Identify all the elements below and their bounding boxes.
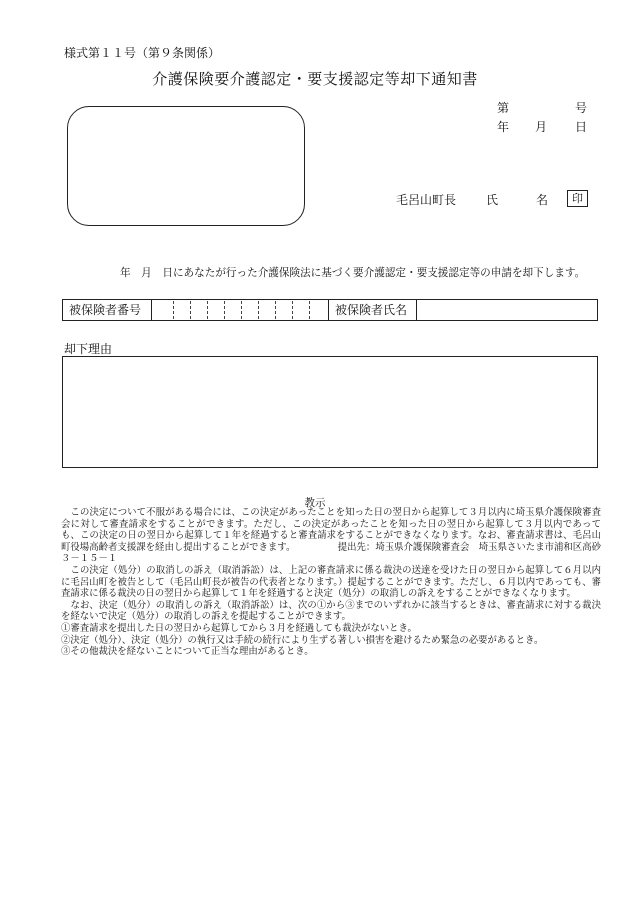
page-title: 介護保険要介護認定・要支援認定等却下通知書 [152, 70, 478, 88]
digit-divider [241, 301, 242, 319]
notice-heading: 教示 [304, 497, 326, 509]
notice-body [61, 507, 601, 658]
seal-mark: 印 [567, 190, 588, 207]
issuer-shi: 氏 [486, 193, 499, 207]
digit-divider [207, 301, 208, 319]
digit-divider [292, 301, 293, 319]
address-window-box [67, 106, 305, 226]
doc-number-dai: 第 [497, 101, 510, 115]
notice-paragraph: ①審査請求を提出した日の翌日から起算してから３月を経過しても裁決がないとき。 [61, 622, 417, 634]
reason-label: 却下理由 [64, 342, 113, 356]
digit-divider [190, 301, 191, 319]
reason-box [62, 356, 598, 468]
divider [416, 300, 417, 320]
decision-statement: 年 月 日にあなたが行った介護保険法に基づく要介護認定・要支援認定等の申請を却下します。 [120, 267, 586, 279]
form-number: 様式第１１号（第９条関係） [64, 46, 221, 60]
date-day: 日 [575, 120, 588, 134]
insured-number-label: 被保険者番号 [69, 303, 142, 317]
notice-paragraph: この決定について不服がある場合には、この決定があったことを知った日の翌日から起算して３月以内に埼玉県介護保険審査会に対して審査請求をすることができます。ただし、この決定があったことを知った日の翌日から起算して３月以内であっても、この決定の日の翌日から起算して１年を経過すると審査請求をすることができなくなります。なお、審査請求書は、毛呂山町役場高齢者支援課を経由し提出することができます。 提出先：埼玉県介護保険審査会 埼玉県さいたま市浦和区高砂３－１５－１ [61, 507, 601, 565]
divider [151, 300, 152, 320]
digit-divider [309, 301, 310, 319]
date-year: 年 [497, 120, 510, 134]
insured-name-label: 被保険者氏名 [335, 303, 408, 317]
digit-divider [275, 301, 276, 319]
notice-paragraph: なお、決定（処分）の取消しの訴え（取消訴訟）は、次の①から③までのいずれかに該当するときは、審査請求に対する裁決を経ないで決定（処分）の取消しの訴えを提起することができます。 [61, 599, 601, 623]
digit-divider [258, 301, 259, 319]
doc-number-go: 号 [575, 101, 588, 115]
issuer-mei: 名 [536, 193, 549, 207]
digit-divider [173, 301, 174, 319]
divider [328, 300, 329, 320]
notice-paragraph: ②決定（処分）、決定（処分）の執行又は手続の続行により生ずる著しい損害を避けるため緊急の必要があるとき。 [61, 634, 544, 646]
date-month: 月 [535, 120, 548, 134]
digit-divider [224, 301, 225, 319]
insured-id-table [62, 299, 598, 321]
issuer-name: 毛呂山町長 [396, 193, 457, 207]
notice-paragraph: ③その他裁決を経ないことについて正当な理由があるとき。 [61, 646, 314, 658]
notice-paragraph: この決定（処分）の取消しの訴え（取消訴訟）は、上記の審査請求に係る裁決の送達を受けた日の翌日から起算して６月以内に毛呂山町を被告として（毛呂山町長が被告の代表者となります。）提起することができます。ただし、６月以内であっても、審査請求に係る裁決の日の翌日から起算して１年を経過すると決定（処分）の取消しの訴えをすることができなくなります。 [61, 564, 601, 600]
